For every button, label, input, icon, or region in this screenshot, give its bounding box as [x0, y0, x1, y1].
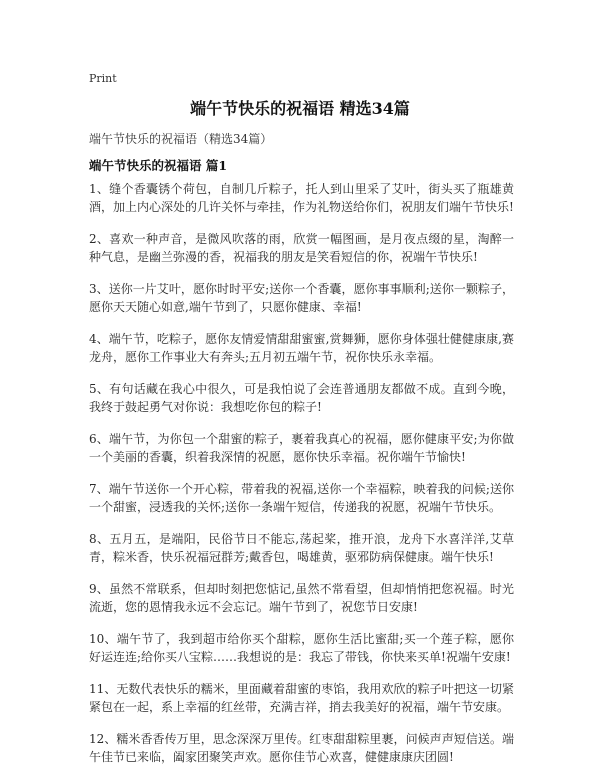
- list-item: 12、糯米香香传万里，思念深深万里传。红枣甜甜粽里裹，问候声声短信送。端午佳节已来临，阖家团聚笑声欢。愿你佳节心欢喜，健健康康庆团圆!: [89, 732, 514, 764]
- list-item: 4、端午节，吃粽子，愿你友情爱情甜甜蜜蜜,赏舞狮，愿你身体强壮健健康康,赛龙舟，愿你工作事业大有奔头;五月初五端午节，祝你快乐永幸福。: [89, 332, 514, 364]
- list-item: 7、端午节送你一个开心粽，带着我的祝福,送你一个幸福粽，映着我的问候;送你一个甜蜜，浸透我的关怀;送你一条端午短信，传递我的祝愿，祝端午节快乐。: [89, 482, 514, 514]
- list-item: 11、无数代表快乐的糯米，里面藏着甜蜜的枣馅，我用欢欣的粽子叶把这一切紧紧包在一起，系上幸福的红丝带，充满吉祥，捎去我美好的祝福，端午节安康。: [89, 682, 514, 714]
- list-item: 3、送你一片艾叶，愿你时时平安;送你一个香囊，愿你事事顺利;送你一颗粽子，愿你天天随心如意,端午节到了，只愿你健康、幸福!: [89, 282, 514, 314]
- list-item: 9、虽然不常联系，但却时刻把您惦记,虽然不常看望，但却悄悄把您祝福。时光流逝，您的恩情我永远不会忘记。端午节到了，祝您节日安康!: [89, 582, 514, 614]
- page-title: 端午节快乐的祝福语 精选34篇: [190, 99, 410, 118]
- list-item: 5、有句话藏在我心中很久，可是我怕说了会连普通朋友都做不成。直到今晚，我终于鼓起勇气对你说：我想吃你包的粽子!: [89, 382, 514, 414]
- list-item: 6、端午节，为你包一个甜蜜的粽子，裹着我真心的祝福，愿你健康平安;为你做一个美丽的香囊，织着我深情的祝愿，愿你快乐幸福。祝你端午节愉快!: [89, 432, 514, 464]
- document-subtitle: 端午节快乐的祝福语（精选34篇）: [89, 132, 273, 146]
- list-item: 8、五月五，是端阳，民俗节日不能忘,荡起桨，推开浪，龙舟下水喜洋洋,艾草青，粽米香，快乐祝福冠群芳;戴香包，喝雄黄，驱邪防病保健康。端午快乐!: [89, 532, 514, 564]
- print-label[interactable]: Print: [89, 72, 117, 85]
- section-heading: 端午节快乐的祝福语 篇1: [89, 158, 228, 173]
- list-item: 10、端午节了，我到超市给你买个甜粽，愿你生活比蜜甜;买一个莲子粽，愿你好运连连;给你买八宝粽……我想说的是：我忘了带钱，你快来买单!祝端午安康!: [89, 632, 514, 664]
- list-item: 1、缝个香囊锈个荷包，自制几斤粽子，托人到山里采了艾叶，街头买了瓶雄黄酒，加上内心深处的几许关怀与牵挂，作为礼物送给你们，祝朋友们端午节快乐!: [89, 182, 514, 214]
- list-item: 2、喜欢一种声音，是微风吹落的雨，欣赏一幅图画，是月夜点缀的星，淘醉一种气息，是幽兰弥漫的香，祝福我的朋友是笑看短信的你，祝端午节快乐!: [89, 232, 514, 264]
- blessing-list: [89, 180, 514, 780]
